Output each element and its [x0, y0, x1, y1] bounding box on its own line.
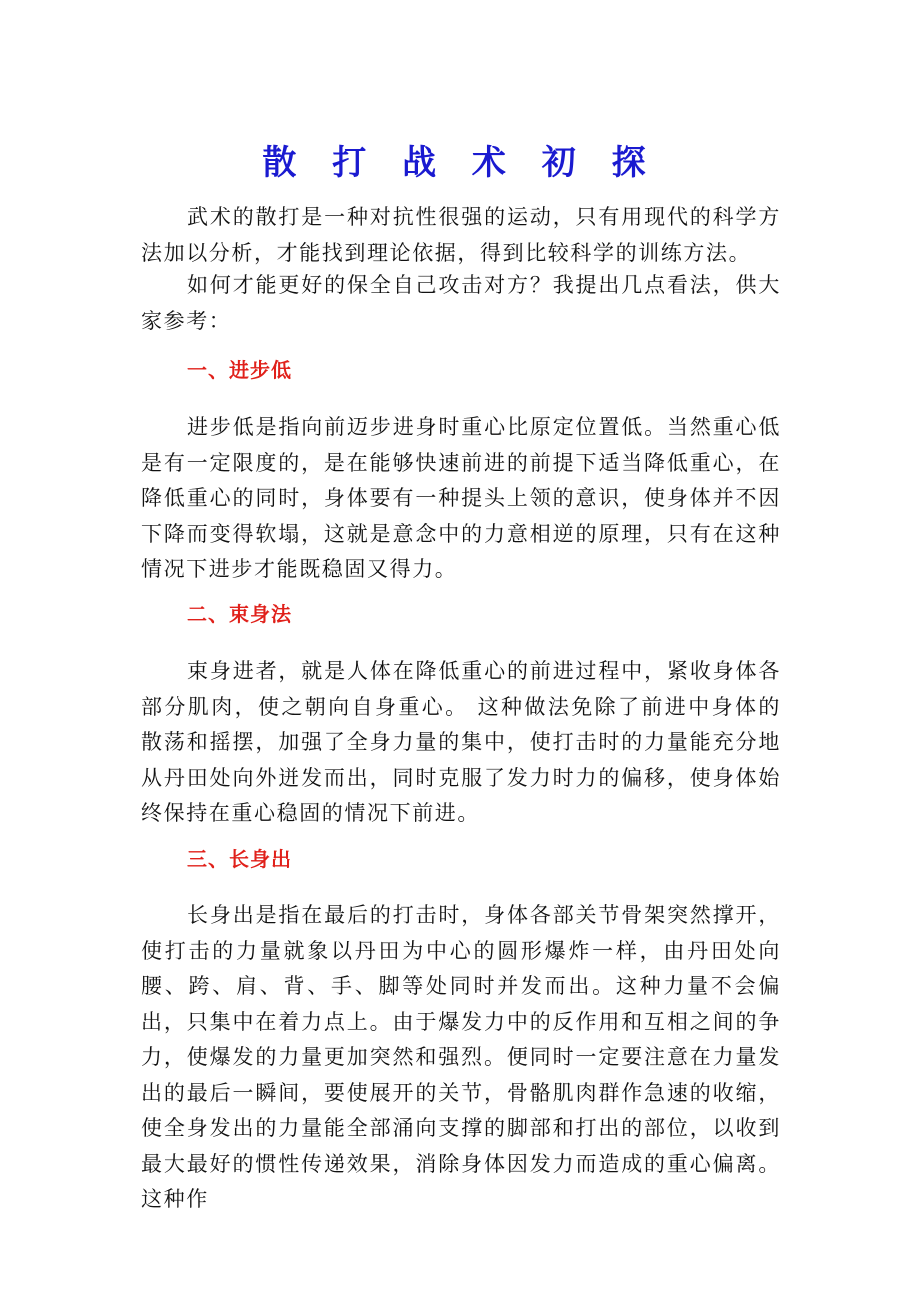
section-body-2: 束身进者，就是人体在降低重心的前进过程中，紧收身体各部分肌肉，使之朝向自身重心。 这种做法免除了前进中身体的散荡和摇摆，加强了全身力量的集中，使打击时的力量能充分地从丹田处向外迸发而出，同时克服了发力时力的偏移，使身体始终保持在重心稳固的情况下前进。 — [141, 659, 781, 825]
section-body-1: 进步低是指向前迈步进身时重心比原定位置低。当然重心低是有一定限度的，是在能够快速前进的前提下适当降低重心，在降低重心的同时，身体要有一种提头上领的意识，使身体并不因下降而变得软塌，这就是意念中的力意相逆的原理，只有在这种情况下进步才能既稳固又得力。 — [141, 415, 781, 581]
section-body-3: 长身出是指在最后的打击时，身体各部关节骨架突然撑开，使打击的力量就象以丹田为中心的圆形爆炸一样，由丹田处向腰、跨、肩、背、手、脚等处同时并发而出。这种力量不会偏出，只集中在着力点上。由于爆发力中的反作用和互相之间的争力，使爆发的力量更加突然和强烈。便同时一定要注意在力量发出的最后一瞬间，要使展开的关节，骨骼肌肉群作急速的收缩，使全身发出的力量能全部涌向支撑的脚部和打出的部位，以收到最大最好的惯性传递效果，消除身体因发力而造成的重心偏离。这种作 — [141, 903, 781, 1211]
document-title: 散 打 战 术 初 探 — [262, 142, 658, 183]
section-heading-3: 三、长身出 — [187, 847, 292, 871]
intro-paragraph-1: 武术的散打是一种对抗性很强的运动，只有用现代的科学方法加以分析，才能找到理论依据，得到比较科学的训练方法。 — [141, 205, 781, 265]
section-heading-2: 二、束身法 — [187, 602, 292, 626]
section-heading-1: 一、进步低 — [187, 358, 292, 382]
intro-paragraph-2: 如何才能更好的保全自己攻击对方？我提出几点看法，供大家参考： — [141, 273, 781, 333]
